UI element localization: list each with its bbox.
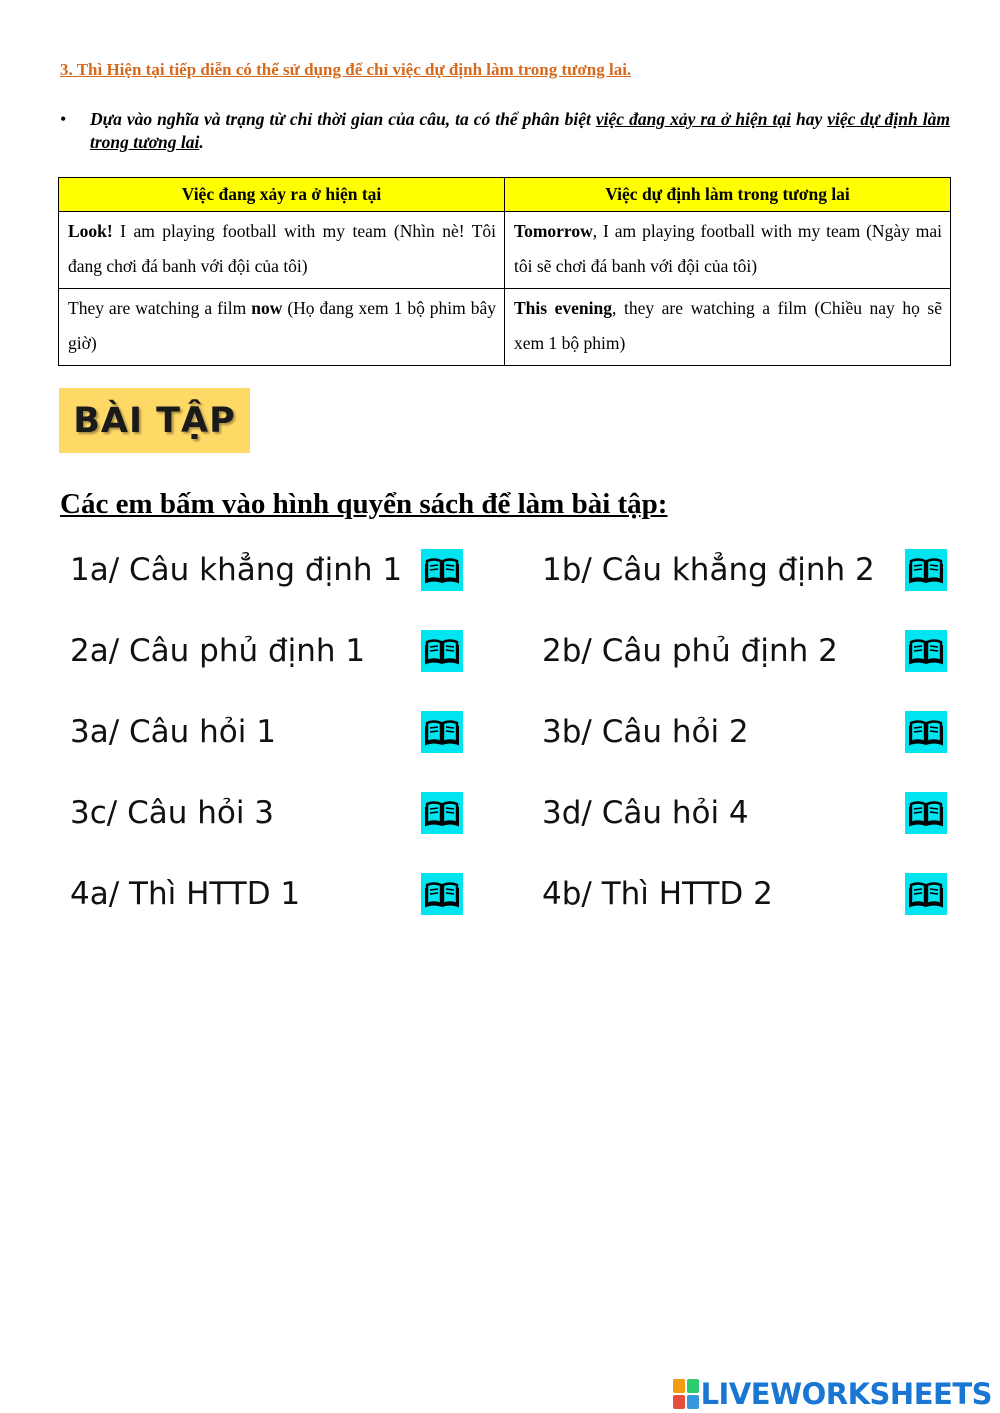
exercise-item [542,869,773,919]
example-text: They are watching a film [68,298,252,318]
exercise-item [542,707,749,757]
exercise-item [70,626,365,676]
bullet-text-end: . [199,132,204,152]
example-text: I am playing football with my team (Nhìn nè! Tôi đang chơi đá banh với đội của tôi) [68,221,496,276]
liveworksheets-logo [673,1377,992,1411]
exercise-banner [59,388,250,453]
table-row [59,212,951,289]
example-text: (Họ đang xem 1 bộ phim bây giờ) [68,298,497,353]
table-header-future: Việc dự định làm trong tương lai [505,178,951,212]
bullet-dot: • [60,109,67,129]
exercise-item [70,707,276,757]
instruction-text: Các em bấm vào hình quyển sách để làm bài tập: [60,488,668,520]
book-icon[interactable] [905,873,947,915]
book-icon[interactable] [905,630,947,672]
bullet-underline-present: việc đang xảy ra ở hiện tại [595,109,791,129]
logo-text: LIVEWORKSHEETS [700,1377,992,1411]
time-marker: Look! [68,221,113,241]
bullet-text-middle: hay [790,109,828,129]
exercise-label: 3a/ Câu hỏi 1 [70,714,276,750]
exercise-label: 1a/ Câu khẳng định 1 [70,552,403,588]
logo-mark-icon [673,1379,699,1409]
table-header-row [59,178,951,212]
book-icon[interactable] [421,630,463,672]
table-cell-present-2 [59,289,505,366]
section-heading: 3. Thì Hiện tại tiếp diễn có thể sử dụng để chỉ việc dự định làm trong tương lai. [60,60,632,79]
example-text: , I am playing football with my team (Ngày mai tôi sẽ chơi đá banh với đội của tôi) [514,221,942,276]
book-icon[interactable] [421,549,463,591]
exercise-item [70,869,300,919]
table-cell-future-2 [505,289,951,366]
exercise-item [70,788,274,838]
time-marker: now [251,298,283,318]
time-marker: Tomorrow [514,221,593,241]
exercise-label: 3b/ Câu hỏi 2 [542,714,749,750]
exercise-label: 3d/ Câu hỏi 4 [542,795,749,831]
exercise-label: 3c/ Câu hỏi 3 [70,795,275,831]
book-icon[interactable] [421,711,463,753]
book-icon[interactable] [421,873,463,915]
example-text: , they are watching a film (Chiều nay họ sẽ xem 1 bộ phim) [514,298,942,353]
exercise-label: 1b/ Câu khẳng định 2 [542,552,875,588]
table-row [59,289,951,366]
exercise-label: 4b/ Thì HTTD 2 [542,876,773,912]
book-icon[interactable] [905,792,947,834]
bullet-text-start: Dựa vào nghĩa và trạng từ chỉ thời gian của câu, ta có thể phân biệt [90,109,596,129]
table-header-present: Việc đang xảy ra ở hiện tại [59,178,505,212]
time-marker: This evening [514,298,613,318]
exercise-item [542,545,875,595]
bullet-note [60,108,950,154]
exercise-item [70,545,402,595]
table-cell-present-1 [59,212,505,289]
exercise-label: 2a/ Câu phủ định 1 [70,633,366,669]
exercise-label: 2b/ Câu phủ định 2 [542,633,838,669]
bullet-underline-future: việc dự định làm trong tương lai [90,109,951,152]
exercise-item [542,788,749,838]
table-cell-future-1 [505,212,951,289]
exercise-item [542,626,838,676]
exercise-label: 4a/ Thì HTTD 1 [70,876,301,912]
exercise-banner-text: BÀI TẬP [73,400,236,441]
book-icon[interactable] [905,549,947,591]
book-icon[interactable] [905,711,947,753]
book-icon[interactable] [421,792,463,834]
bullet-text [90,108,950,154]
comparison-table [58,177,951,366]
